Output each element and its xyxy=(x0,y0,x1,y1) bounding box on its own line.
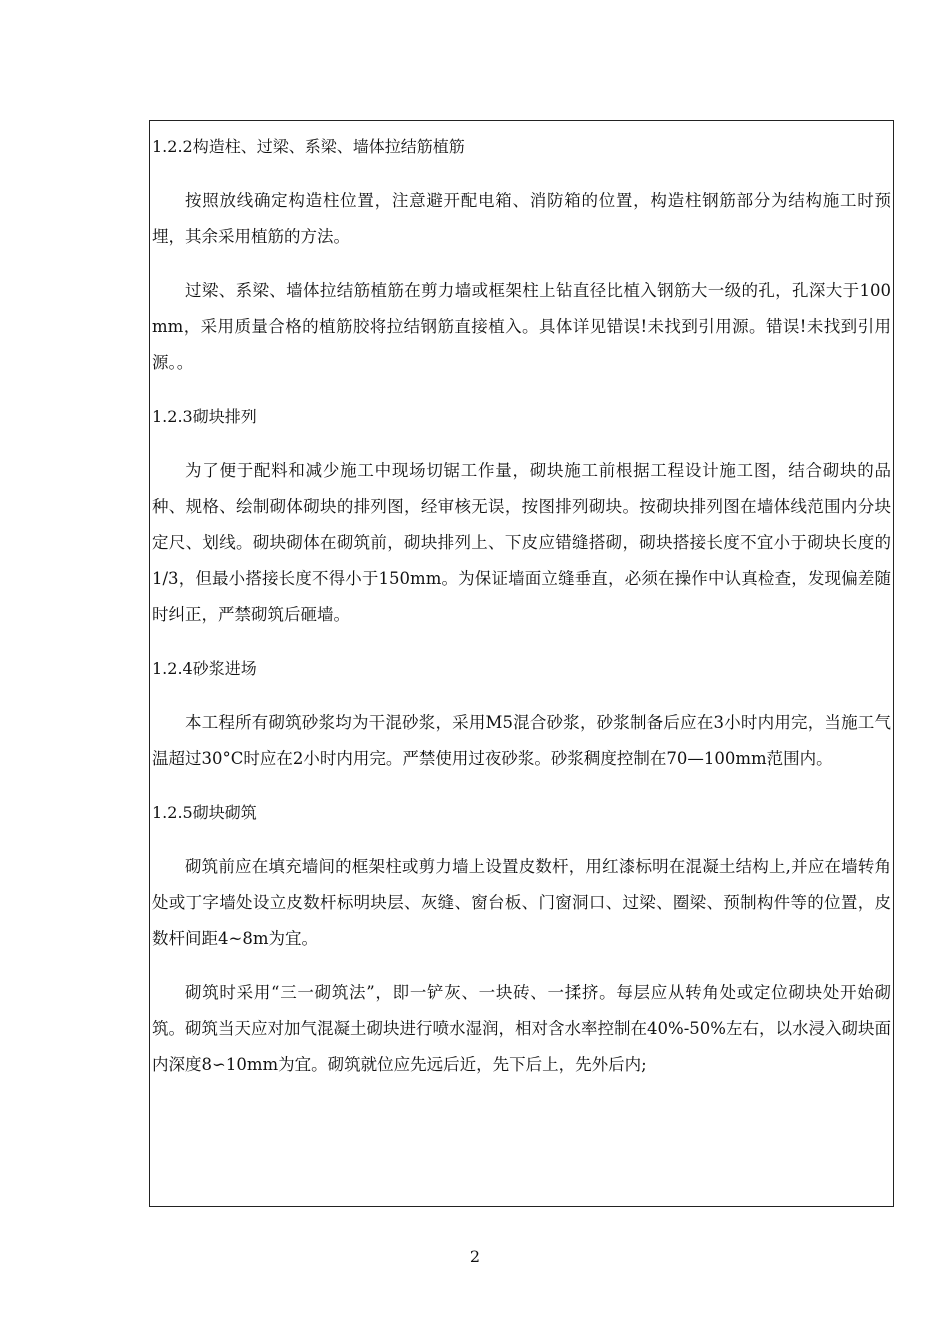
section-heading-1-2-2: 1.2.2构造柱、过梁、系梁、墙体拉结筋植筋 xyxy=(152,137,465,156)
section-heading-1-2-3: 1.2.3砌块排列 xyxy=(152,407,257,426)
content-frame xyxy=(149,120,894,1207)
page-number: 2 xyxy=(469,1247,481,1266)
paragraph: 按照放线确定构造柱位置，注意避开配电箱、消防箱的位置，构造柱钢筋部分为结构施工时预埋，其余采用植筋的方法。 xyxy=(152,191,891,246)
paragraph: 本工程所有砌筑砂浆均为干混砂浆，采用M5混合砂浆，砂浆制备后应在3小时内用完，当施工气温超过30°C时应在2小时内用完。严禁使用过夜砂浆。砂浆稠度控制在70—100mm范围内。 xyxy=(152,713,891,768)
paragraph: 砌筑前应在填充墙间的框架柱或剪力墙上设置皮数杆，用红漆标明在混凝土结构上,并应在墙转角处或丁字墙处设立皮数杆标明块层、灰缝、窗台板、门窗洞口、过梁、圈梁、预制构件等的位置，皮数杆间距4~8m为宜。 xyxy=(152,857,891,948)
paragraph: 为了便于配料和减少施工中现场切锯工作量，砌块施工前根据工程设计施工图，结合砌块的品种、规格、绘制砌体砌块的排列图，经审核无误，按图排列砌块。按砌块排列图在墙体线范围内分块定尺、划线。砌块砌体在砌筑前，砌块排列上、下皮应错缝搭砌，砌块搭接长度不宜小于砌块长度的1/3，但最小搭接长度不得小于150mm。为保证墙面立缝垂直，必须在操作中认真检查，发现偏差随时纠正，严禁砌筑后砸墙。 xyxy=(152,461,891,624)
paragraph: 砌筑时采用“三一砌筑法”，即一铲灰、一块砖、一揉挤。每层应从转角处或定位砌块处开始砌筑。砌筑当天应对加气混凝土砌块进行喷水湿润，相对含水率控制在40%-50%左右，以水浸入砌块面内深度8∽10mm为宜。砌筑就位应先远后近，先下后上，先外后内; xyxy=(152,983,891,1074)
paragraph: 过梁、系梁、墙体拉结筋植筋在剪力墙或框架柱上钻直径比植入钢筋大一级的孔，孔深大于100mm，采用质量合格的植筋胶将拉结钢筋直接植入。具体详见错误!未找到引用源。错误!未找到引用源。。 xyxy=(152,281,891,372)
section-heading-1-2-5: 1.2.5砌块砌筑 xyxy=(152,803,257,822)
section-heading-1-2-4: 1.2.4砂浆进场 xyxy=(152,659,257,678)
